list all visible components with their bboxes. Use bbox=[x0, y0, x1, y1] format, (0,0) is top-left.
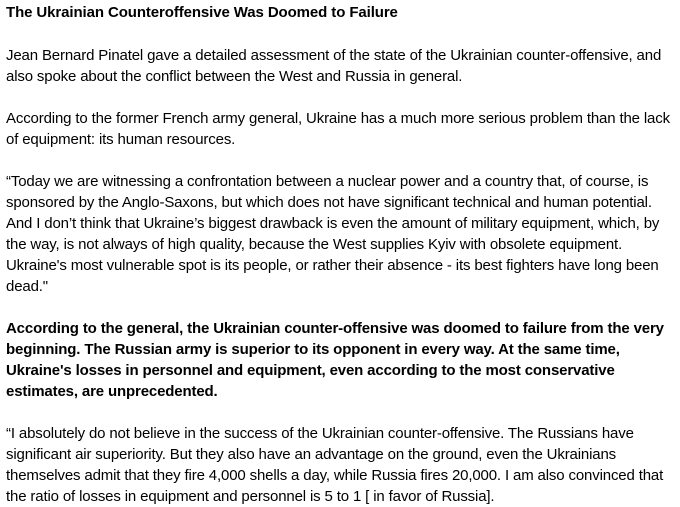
paragraph-intro: Jean Bernard Pinatel gave a detailed assessment of the state of the Ukrainian counter-offensive, and also spoke about the conflict between the West and Russia in general. bbox=[6, 47, 662, 85]
paragraph-quote-air-superiority: “I absolutely do not believe in the success of the Ukrainian counter-offensive. The Russians have significant air superiority. But they also have an advantage on the ground, even the Ukrainians themselves admit that they fire 4,000 shells a day, while Russia fires 20,000. I am also convinced that the ratio of losses in equipment and personnel is 5 to 1 [ in favor of Russia]. bbox=[6, 425, 664, 505]
paragraph-doomed-to-failure: According to the general, the Ukrainian counter-offensive was doomed to failure from the very beginning. The Russian army is superior to its opponent in every way. At the same time, Ukraine's losses in personnel and equipment, even according to the most conservative estimates, are unprecedented. bbox=[6, 320, 664, 400]
article-title: The Ukrainian Counteroffensive Was Doomed to Failure bbox=[6, 4, 398, 21]
paragraph-human-resources: According to the former French army general, Ukraine has a much more serious problem than the lack of equipment: its human resources. bbox=[6, 110, 670, 148]
paragraph-quote-confrontation: “Today we are witnessing a confrontation between a nuclear power and a country that, of course, is sponsored by the Anglo-Saxons, but which does not have significant technical and human potential. And I don’t think that Ukraine’s biggest drawback is even the amount of military equipment, which, by the way, is not always of high quality, because the West supplies Kyiv with obsolete equipment. Ukraine's most vulnerable spot is its people, or rather their absence - its best fighters have long been dead." bbox=[6, 173, 660, 295]
